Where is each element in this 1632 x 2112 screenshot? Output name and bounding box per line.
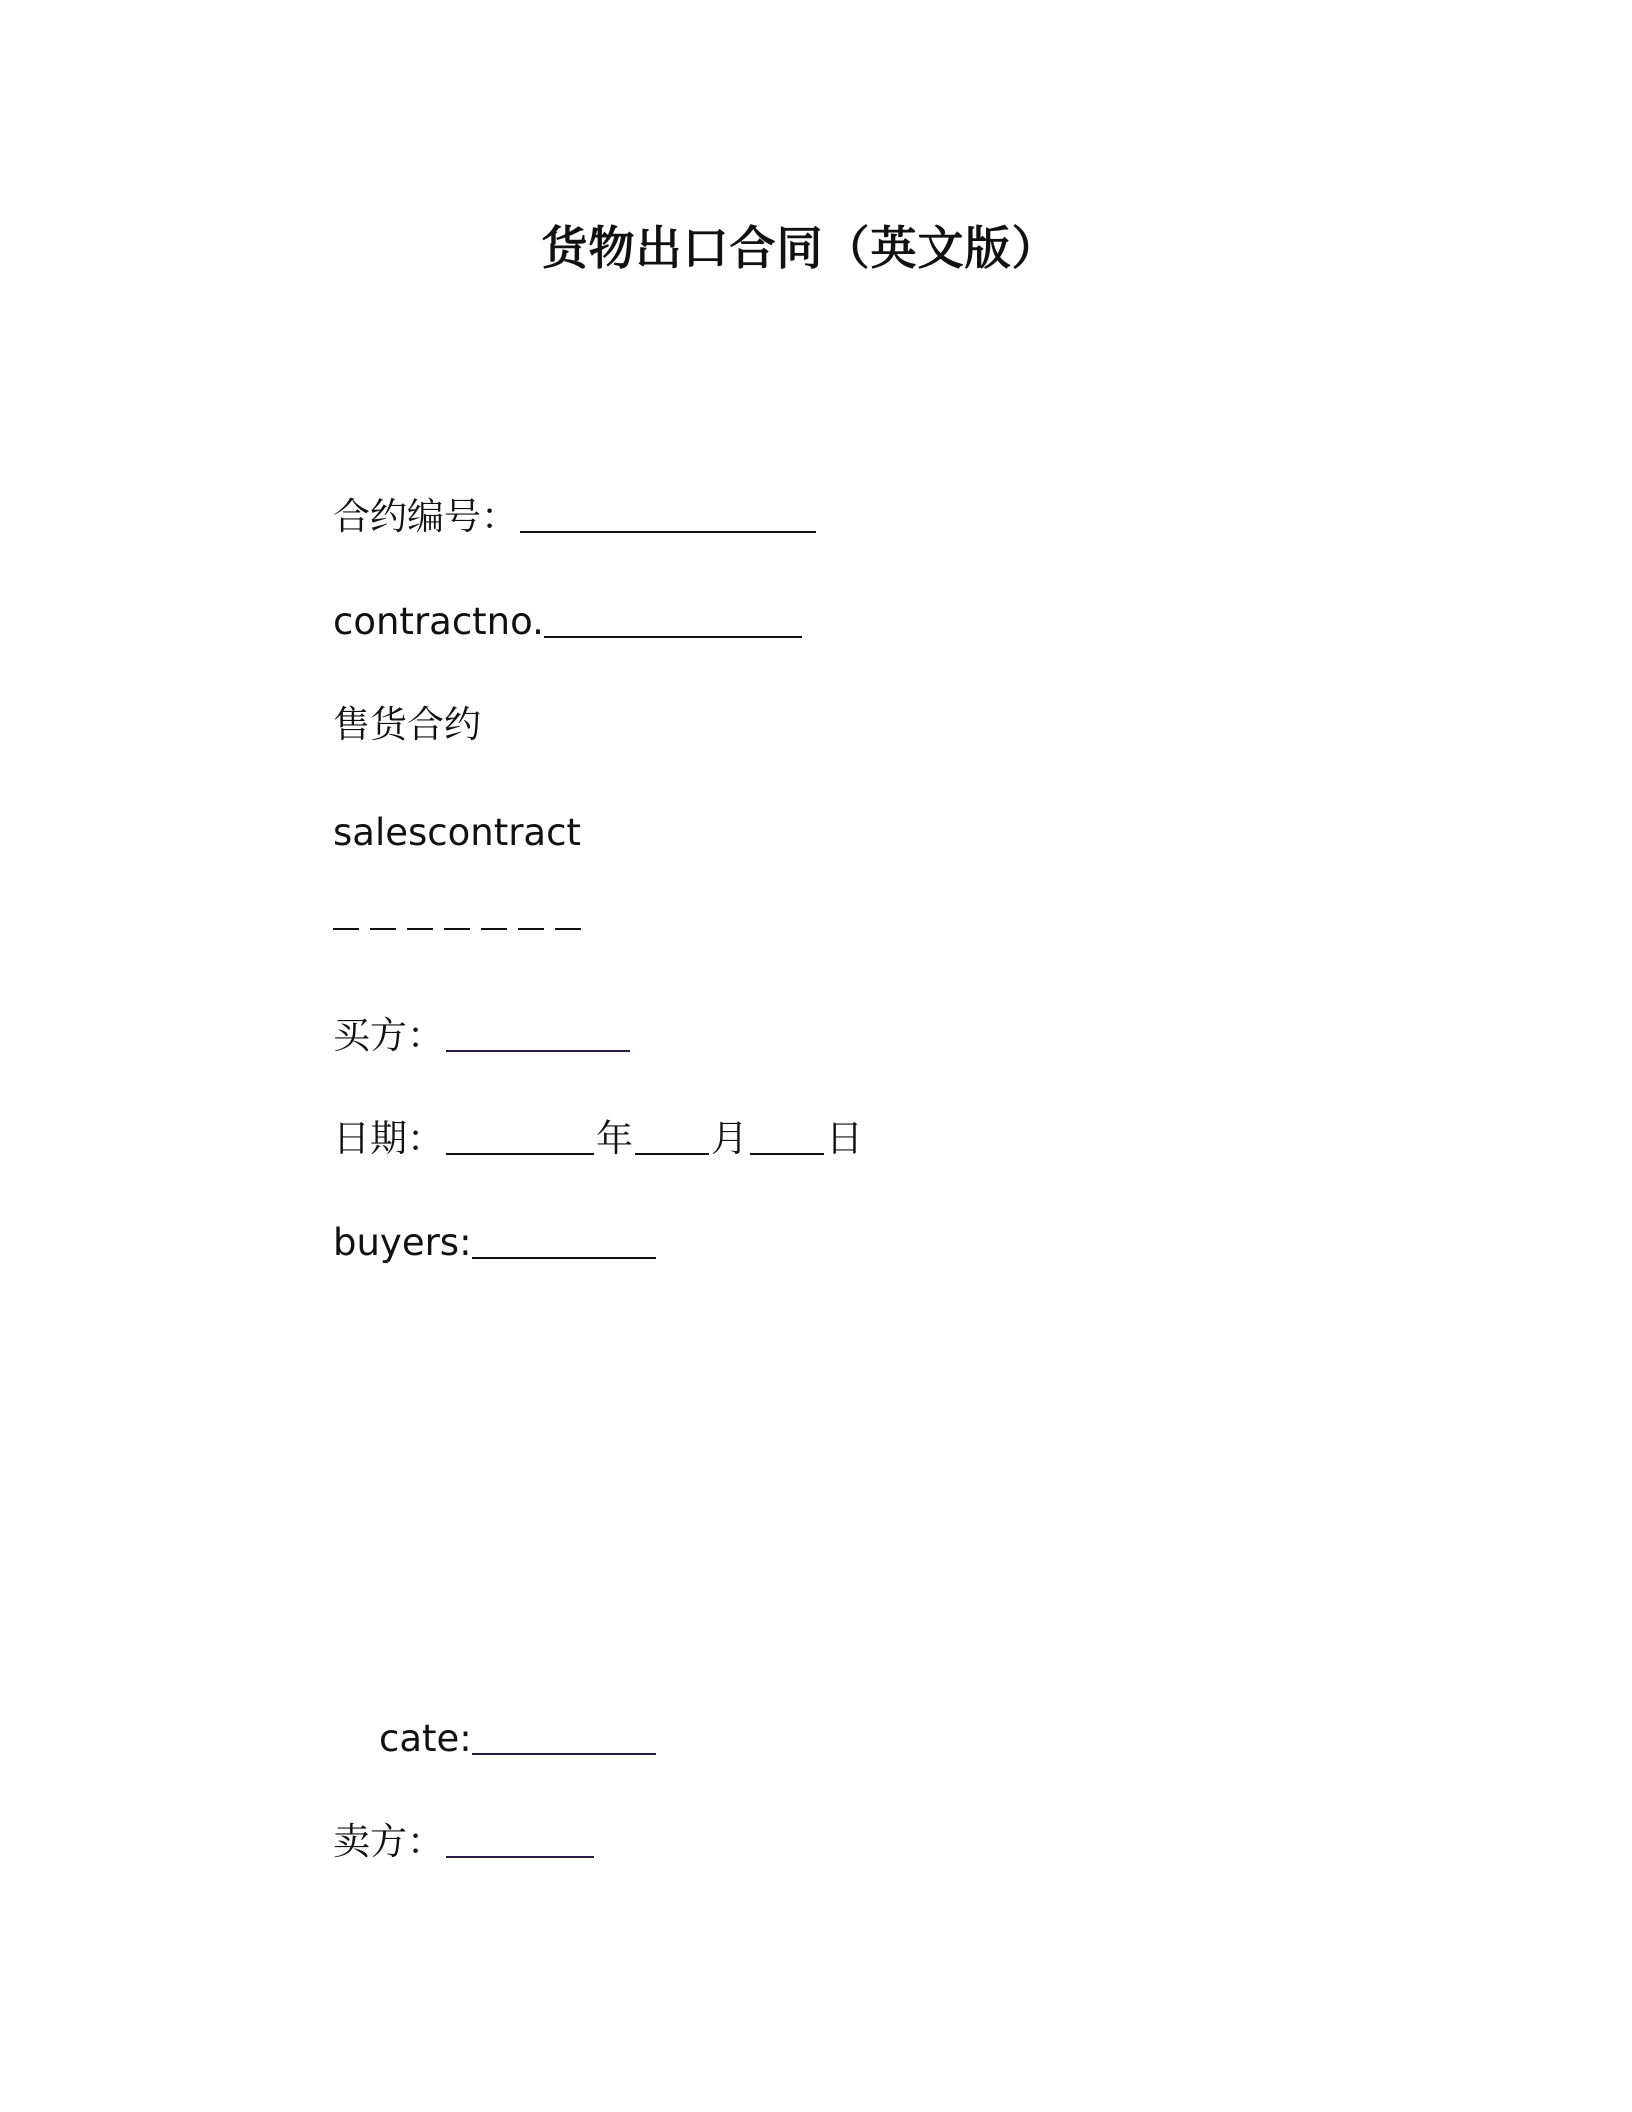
sales-contract-cn-heading: 售货合约 (333, 703, 481, 746)
contract-number-en-row (333, 597, 804, 647)
cate-en-label: cate: (379, 1717, 472, 1760)
cate-en-row (379, 1714, 658, 1764)
date-year-label: 年 (596, 1117, 633, 1160)
date-cn-label: 日期： (333, 1117, 444, 1160)
contract-number-cn-blank[interactable] (520, 529, 816, 533)
dash (370, 928, 396, 930)
cate-en-blank[interactable] (472, 1751, 656, 1755)
dash (481, 928, 507, 930)
buyers-en-label: buyers: (333, 1221, 472, 1264)
dash (555, 928, 581, 930)
date-month-label: 月 (711, 1117, 748, 1160)
contract-number-en-label: contractno. (333, 600, 544, 643)
date-month-blank[interactable] (635, 1151, 709, 1155)
dash (444, 928, 470, 930)
date-day-label: 日 (826, 1117, 863, 1160)
buyers-en-blank[interactable] (472, 1255, 656, 1259)
seller-cn-row (333, 1817, 596, 1867)
dash (518, 928, 544, 930)
buyer-cn-blank[interactable] (446, 1048, 630, 1052)
contract-number-cn-label: 合约编号： (333, 495, 518, 538)
document-title: 货物出口合同（英文版） (541, 221, 1059, 275)
dash (407, 928, 433, 930)
buyer-cn-row (333, 1011, 632, 1061)
seller-cn-blank[interactable] (446, 1854, 594, 1858)
date-day-blank[interactable] (750, 1151, 824, 1155)
dash (333, 928, 359, 930)
sales-contract-en-heading: salescontract (333, 811, 581, 854)
date-cn-row (333, 1114, 863, 1164)
contract-number-en-blank[interactable] (544, 634, 802, 638)
date-year-blank[interactable] (446, 1151, 594, 1155)
seller-cn-label: 卖方： (333, 1820, 444, 1863)
contract-number-cn-row (333, 492, 818, 542)
buyer-cn-label: 买方： (333, 1014, 444, 1057)
dash-separator (333, 918, 592, 948)
buyers-en-row (333, 1218, 658, 1268)
